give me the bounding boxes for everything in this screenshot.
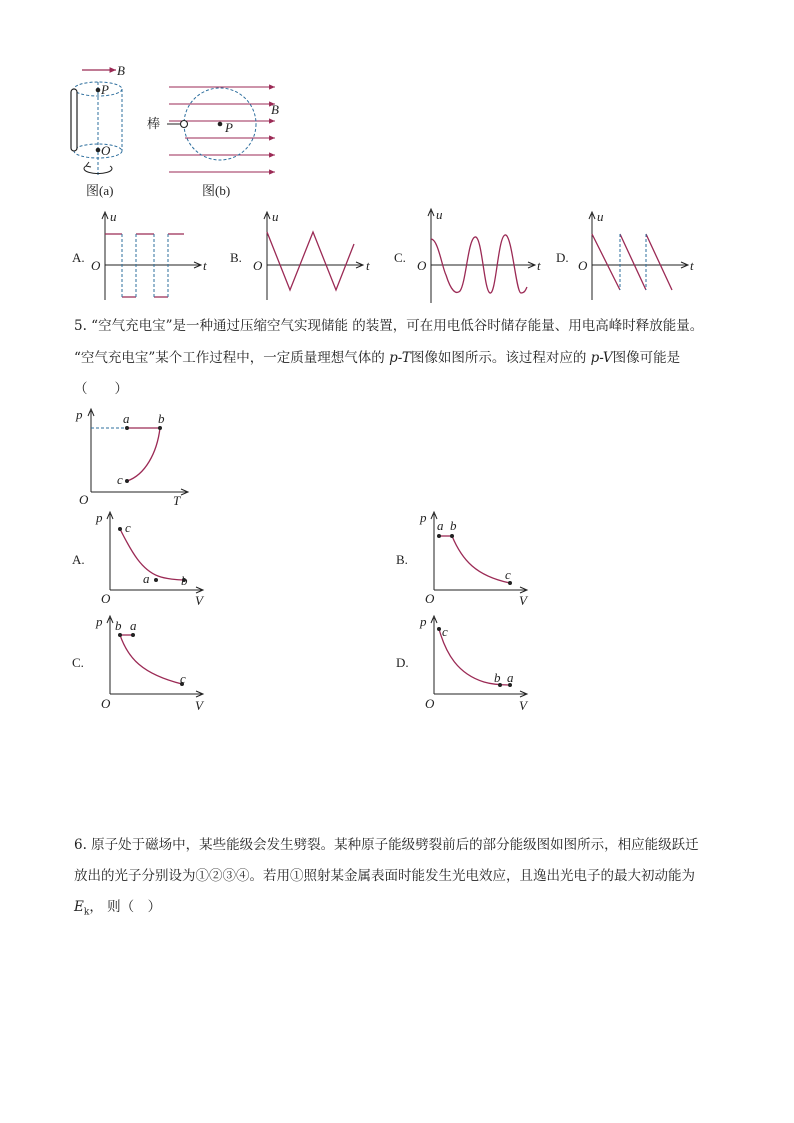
svg-text:O: O <box>578 258 588 273</box>
svg-text:T: T <box>173 493 181 508</box>
svg-text:u: u <box>597 209 604 224</box>
svg-text:p: p <box>420 614 427 629</box>
svg-text:V: V <box>519 698 527 713</box>
rod <box>71 89 77 151</box>
svg-text:p: p <box>96 614 103 629</box>
svg-text:A.: A. <box>72 552 85 567</box>
figure-b <box>145 62 295 197</box>
fig-a-caption: 图(a) <box>86 183 114 198</box>
svg-text:t: t <box>203 258 207 273</box>
svg-text:c: c <box>180 671 186 686</box>
svg-text:a: a <box>143 571 150 586</box>
svg-text:a: a <box>123 411 130 426</box>
svg-text:O: O <box>425 696 435 711</box>
svg-text:D.: D. <box>396 655 409 670</box>
svg-text:t: t <box>690 258 694 273</box>
question-5-line2: “空气充电宝”某个工作过程中，一定质量理想气体的 p-T图像如图所示。该过程对应的 p-V图像可能是 <box>74 350 681 366</box>
svg-text:a: a <box>507 670 514 685</box>
svg-text:b: b <box>450 518 457 533</box>
pV-option-c <box>70 612 230 712</box>
svg-text:b: b <box>115 618 122 633</box>
svg-text:b: b <box>158 411 165 426</box>
svg-text:O: O <box>417 258 427 273</box>
pV-option-a <box>70 508 230 608</box>
svg-text:C.: C. <box>72 655 84 670</box>
svg-text:c: c <box>125 520 131 535</box>
svg-text:O: O <box>101 696 111 711</box>
question-6-line1: 6. 原子处于磁场中，某些能级会发生劈裂。某种原子能级劈裂前后的部分能级图如图所示，相应能级跃迁 <box>74 837 699 853</box>
svg-text:b: b <box>494 670 501 685</box>
svg-text:O: O <box>425 591 435 606</box>
svg-text:O: O <box>101 591 111 606</box>
fig-b-rod-label: 棒 <box>147 116 161 131</box>
fig-b-B-label: B <box>271 102 279 117</box>
svg-text:u: u <box>436 207 443 222</box>
svg-text:t: t <box>366 258 370 273</box>
svg-text:a: a <box>130 618 137 633</box>
question-5-answer-blank: （ ） <box>74 381 128 397</box>
wave-option-d <box>556 210 706 305</box>
svg-text:c: c <box>117 472 123 487</box>
wave-option-c <box>394 205 554 305</box>
wave-option-b <box>230 210 380 305</box>
svg-text:c: c <box>505 567 511 582</box>
wave-option-label: D. <box>556 250 569 265</box>
svg-text:b: b <box>181 573 188 588</box>
fig-b-P-label: P <box>225 120 233 135</box>
wave-option-a <box>72 210 222 305</box>
fig-b-caption: 图(b) <box>202 183 231 198</box>
wave-option-label: C. <box>394 250 406 265</box>
pV-option-d <box>394 612 554 712</box>
svg-text:c: c <box>442 624 448 639</box>
fig-a-O-label: O <box>101 143 111 158</box>
svg-text:B.: B. <box>396 552 408 567</box>
pT-graph <box>75 407 195 507</box>
fig-a-B-label: B <box>117 63 125 78</box>
svg-text:u: u <box>110 209 117 224</box>
question-6-line3: $E_k$， 则（ ） <box>74 899 162 918</box>
svg-text:a: a <box>437 518 444 533</box>
svg-text:O: O <box>79 492 89 507</box>
svg-text:p: p <box>76 407 83 422</box>
svg-text:p: p <box>420 510 427 525</box>
wave-option-label: B. <box>230 250 242 265</box>
wave-option-label: A. <box>72 250 85 265</box>
svg-text:V: V <box>195 698 203 713</box>
question-5-line1: 5. “空气充电宝”是一种通过压缩空气实现储能 的装置，可在用电低谷时储存能量、用电高峰时释放能量。 <box>74 318 704 334</box>
fig-a-P-label: P <box>101 82 109 97</box>
svg-text:O: O <box>91 258 101 273</box>
svg-text:p: p <box>96 510 103 525</box>
svg-text:V: V <box>195 593 203 608</box>
question-6-line2: 放出的光子分别设为①②③④。若用①照射某金属表面时能发生光电效应，且逸出光电子的最大初动能为 <box>74 868 695 884</box>
svg-text:O: O <box>253 258 263 273</box>
pV-option-b <box>394 508 554 608</box>
svg-text:t: t <box>537 258 541 273</box>
svg-text:V: V <box>519 593 527 608</box>
svg-text:u: u <box>272 209 279 224</box>
